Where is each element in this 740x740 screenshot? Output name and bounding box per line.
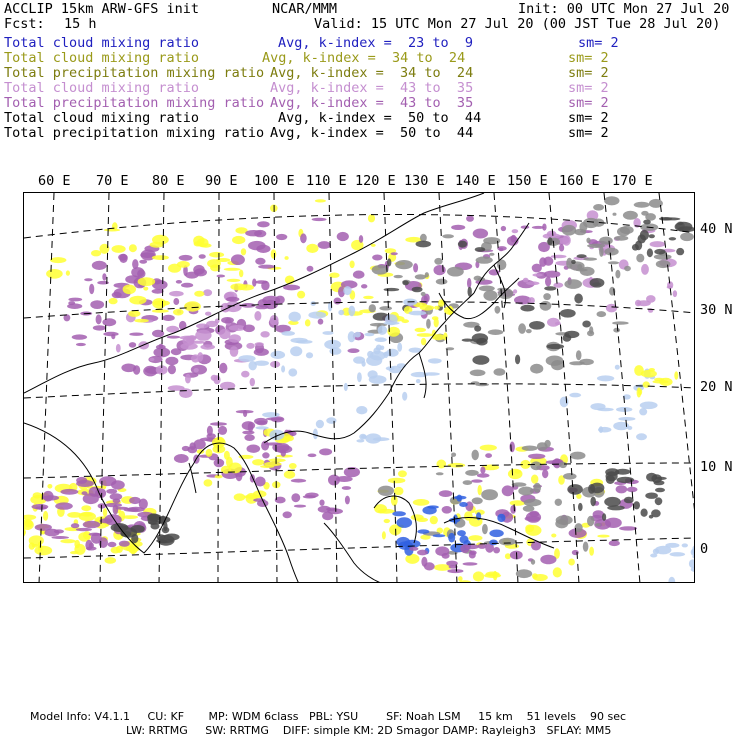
field-name: Total precipitation mixing ratio bbox=[4, 125, 265, 141]
field-kindex: Avg, k-index = 50 to 44 bbox=[278, 110, 482, 126]
field-kindex: Avg, k-index = 43 to 35 bbox=[270, 95, 474, 111]
latitude-label: 10 N bbox=[700, 459, 733, 475]
field-kindex: Avg, k-index = 23 to 9 bbox=[278, 35, 474, 51]
field-smoothing: sm= 2 bbox=[568, 80, 609, 96]
longitude-label: 90 E bbox=[205, 173, 238, 189]
field-name: Total cloud mixing ratio bbox=[4, 50, 200, 66]
model-info-line2: LW: RRTMG SW: RRTMG DIFF: simple KM: 2D Smagor DAMP: Rayleigh3 SFLAY: MM5 bbox=[126, 724, 612, 737]
fcst-label: Fcst: bbox=[4, 16, 45, 32]
longitude-label: 70 E bbox=[96, 173, 129, 189]
latitude-label: 40 N bbox=[700, 221, 733, 237]
field-smoothing: sm= 2 bbox=[568, 50, 609, 66]
field-name: Total cloud mixing ratio bbox=[4, 110, 200, 126]
longitude-label: 120 E bbox=[355, 173, 396, 189]
longitude-label: 140 E bbox=[455, 173, 496, 189]
map-canvas bbox=[24, 193, 695, 583]
field-smoothing: sm= 2 bbox=[568, 65, 609, 81]
field-kindex: Avg, k-index = 34 to 24 bbox=[262, 50, 466, 66]
field-smoothing: sm= 2 bbox=[568, 95, 609, 111]
field-name: Total precipitation mixing ratio bbox=[4, 65, 265, 81]
field-smoothing: sm= 2 bbox=[568, 110, 609, 126]
field-name: Total cloud mixing ratio bbox=[4, 80, 200, 96]
field-kindex: Avg, k-index = 43 to 35 bbox=[270, 80, 474, 96]
model-title: ACCLIP 15km ARW-GFS init bbox=[4, 1, 200, 17]
longitude-label: 130 E bbox=[404, 173, 445, 189]
org-label: NCAR/MMM bbox=[272, 1, 338, 17]
longitude-label: 160 E bbox=[559, 173, 600, 189]
field-name: Total precipitation mixing ratio bbox=[4, 95, 265, 111]
longitude-label: 170 E bbox=[612, 173, 653, 189]
cloud-field-layer bbox=[24, 196, 695, 583]
longitude-label: 60 E bbox=[38, 173, 71, 189]
map-panel bbox=[23, 192, 695, 583]
longitude-label: 150 E bbox=[507, 173, 548, 189]
init-time: Init: 00 UTC Mon 27 Jul 20 bbox=[518, 1, 730, 17]
latitude-label: 30 N bbox=[700, 302, 733, 318]
longitude-label: 80 E bbox=[152, 173, 185, 189]
field-name: Total cloud mixing ratio bbox=[4, 35, 200, 51]
field-smoothing: sm= 2 bbox=[578, 35, 619, 51]
field-kindex: Avg, k-index = 50 to 44 bbox=[270, 125, 474, 141]
longitude-label: 100 E bbox=[254, 173, 295, 189]
model-info-line1: Model Info: V4.1.1 CU: KF MP: WDM 6class PBL: YSU SF: Noah LSM 15 km 51 levels 90 sec bbox=[30, 710, 627, 723]
valid-time: Valid: 15 UTC Mon 27 Jul 20 (00 JST Tue 28 Jul 20) bbox=[314, 16, 721, 32]
longitude-label: 110 E bbox=[306, 173, 347, 189]
fcst-value: 15 h bbox=[64, 16, 97, 32]
field-smoothing: sm= 2 bbox=[568, 125, 609, 141]
latitude-label: 20 N bbox=[700, 379, 733, 395]
field-kindex: Avg, k-index = 34 to 24 bbox=[270, 65, 474, 81]
latitude-label: 0 bbox=[700, 541, 709, 557]
